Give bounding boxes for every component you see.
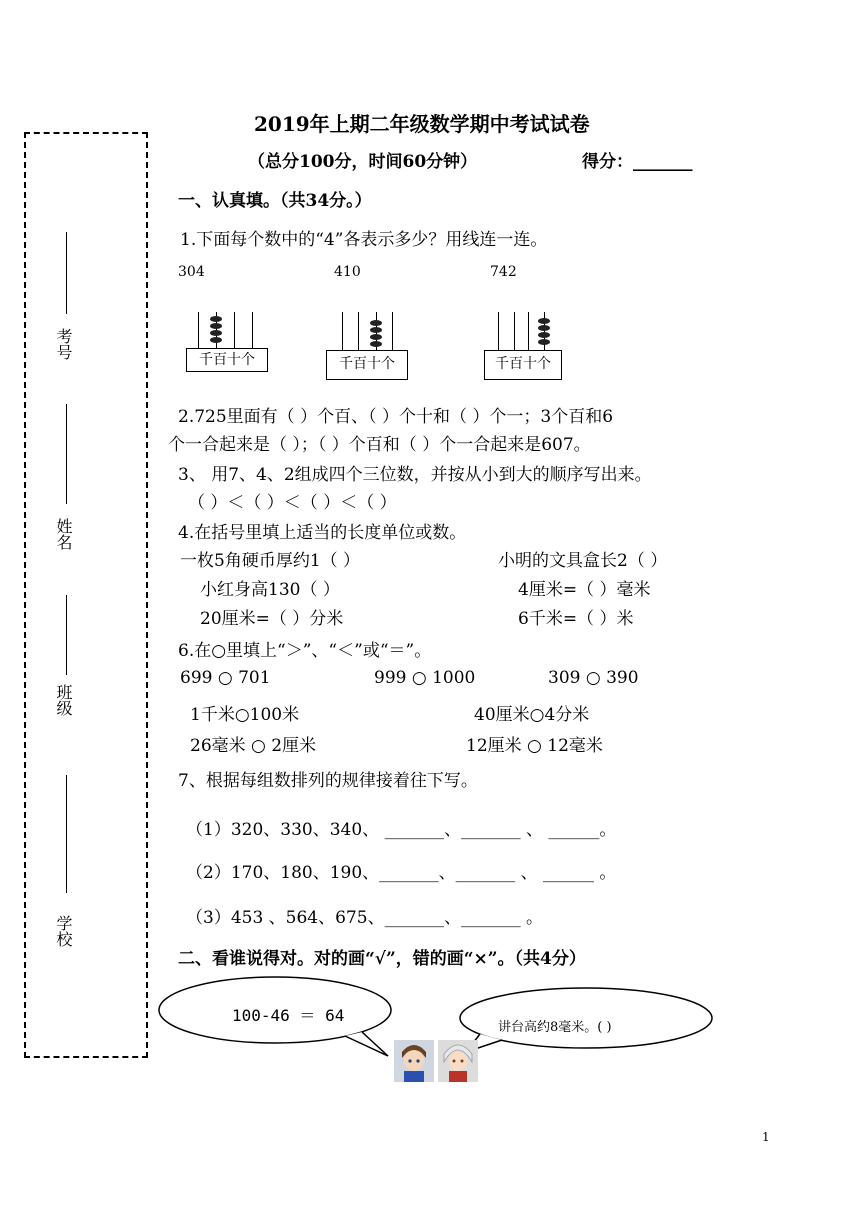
girl-avatar xyxy=(438,1040,478,1082)
q7-item: （3）453 、564、675、_______、_______ 。 xyxy=(186,908,543,928)
name-label: 姓名 xyxy=(54,518,73,550)
section1-heading: 一、认真填。（共34分。） xyxy=(178,191,372,211)
class-line xyxy=(66,595,67,675)
q7-item: （1）320、330、340、 _______、_______ 、 ______。 xyxy=(186,820,617,840)
binding-margin xyxy=(24,132,148,1058)
q2-line2: 个一合起来是（ ）；（ ）个百和（ ）个一合起来是607。 xyxy=(168,435,591,455)
page-title: 2019年上期二年级数学期中考试试卷 xyxy=(254,112,590,136)
exam-number-label: 考号 xyxy=(54,328,73,360)
bubble-2-text: 讲台高约8毫米。( ) xyxy=(498,1020,612,1035)
class-label: 班级 xyxy=(54,684,73,716)
section2-heading: 二、看谁说得对。对的画“√”，错的画“×”。（共4分） xyxy=(178,949,586,969)
q3-line2: （ ）＜（ ）＜（ ）＜（ ） xyxy=(188,493,397,513)
q4-item: 一枚5角硬币厚约1（ ） xyxy=(180,551,361,571)
q6-text: 6.在○里填上“＞”、“＜”或“＝”。 xyxy=(178,641,432,661)
q6-item: 12厘米 ○ 12毫米 xyxy=(466,736,603,756)
page-number: 1 xyxy=(762,1130,770,1144)
q6-item: 1千米○100米 xyxy=(190,705,300,725)
abacus-label-3: 千百十个 xyxy=(484,350,562,380)
score-field: 得分：_______ xyxy=(582,152,693,172)
q4-item: 6千米=（ ）米 xyxy=(518,609,634,629)
q4-text: 4.在括号里填上适当的长度单位或数。 xyxy=(178,523,467,543)
q6-item: 999 ○ 1000 xyxy=(374,668,476,688)
exam-info: （总分100分，时间60分钟） xyxy=(248,152,478,172)
school-label: 学校 xyxy=(54,915,73,947)
q4-item: 4厘米=（ ）毫米 xyxy=(518,580,651,600)
q6-item: 40厘米○4分米 xyxy=(474,705,590,725)
q4-item: 小红身高130（ ） xyxy=(200,580,340,600)
q2-line1: 2.725里面有（ ）个百、（ ）个十和（ ）个一；3个百和6 xyxy=(178,407,614,427)
q4-item: 小明的文具盒长2（ ） xyxy=(498,551,668,571)
name-line xyxy=(66,404,67,504)
q6-item: 26毫米 ○ 2厘米 xyxy=(190,736,317,756)
boy-avatar xyxy=(394,1040,434,1082)
q4-item: 20厘米=（ ）分米 xyxy=(200,609,344,629)
school-line xyxy=(66,775,67,893)
q6-item: 309 ○ 390 xyxy=(548,668,639,688)
q7-text: 7、根据每组数排列的规律接着往下写。 xyxy=(178,771,478,791)
q1-number-1: 304 xyxy=(178,264,205,280)
q6-item: 699 ○ 701 xyxy=(180,668,271,688)
abacus-1 xyxy=(186,312,270,374)
q7-item: （2）170、180、190、_______、_______ 、 ______ 。 xyxy=(186,863,617,883)
abacus-label-2: 千百十个 xyxy=(326,350,408,380)
bubble-1-text: 100-46 ＝ 64 xyxy=(232,1006,345,1025)
q3-line1: 3、 用7、4、2组成四个三位数，并按从小到大的顺序写出来。 xyxy=(178,465,652,485)
abacus-2 xyxy=(326,312,410,382)
q1-text: 1.下面每个数中的“4”各表示多少？用线连一连。 xyxy=(180,230,548,250)
exam-number-line xyxy=(66,232,67,314)
abacus-3 xyxy=(484,312,568,382)
q1-number-2: 410 xyxy=(334,264,361,280)
abacus-label-1: 千百十个 xyxy=(186,348,268,372)
q1-number-3: 742 xyxy=(490,264,517,280)
